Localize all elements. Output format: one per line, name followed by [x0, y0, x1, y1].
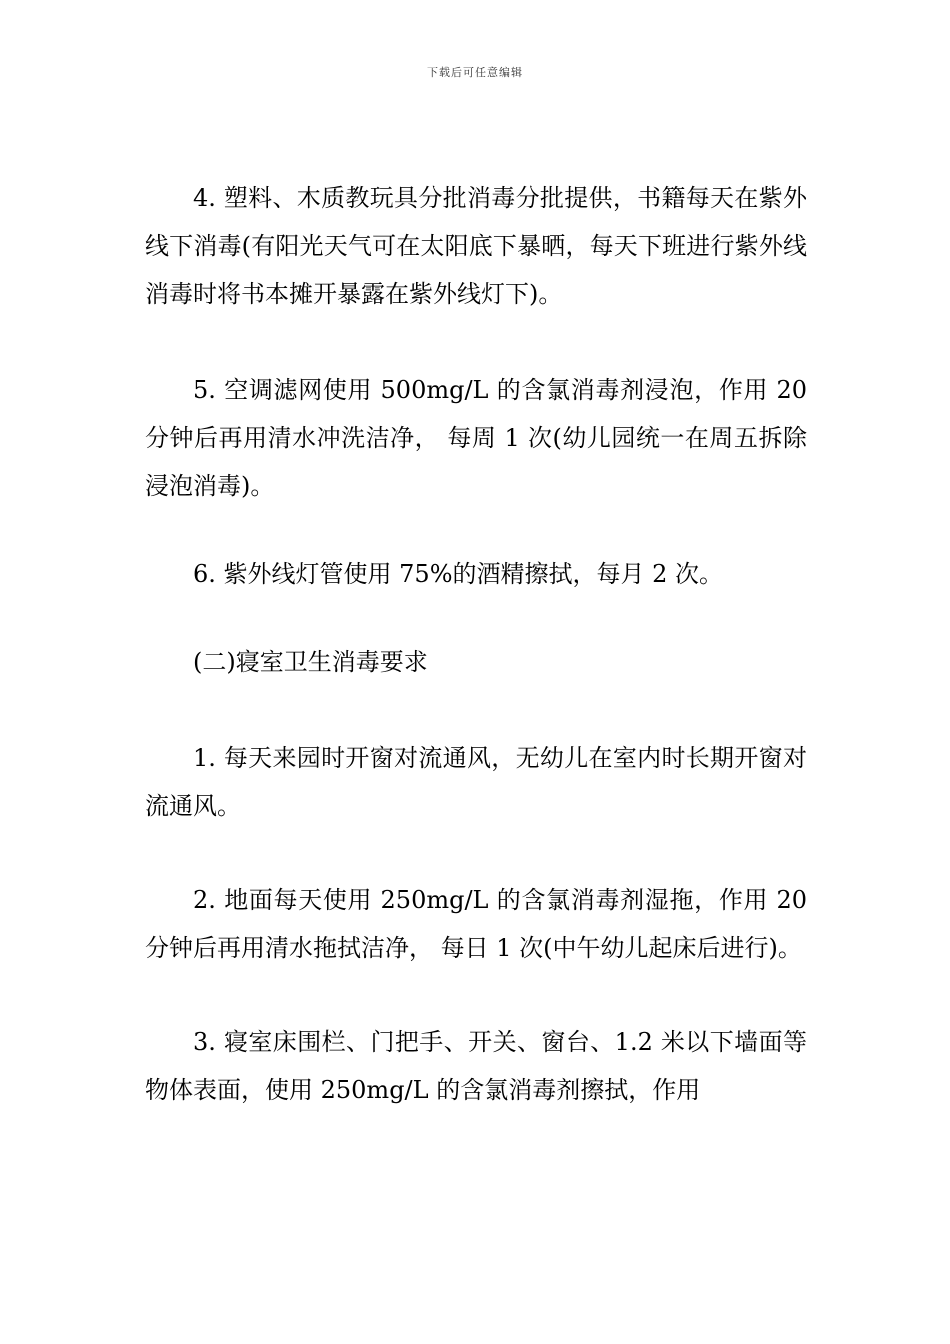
paragraph-item-2-floor: 2. 地面每天使用 250mg/L 的含氯消毒剂湿拖，作用 20 分钟后再用清水拖拭洁净， 每日 1 次(中午幼儿起床后进行)。	[145, 886, 807, 962]
page-header: 下载后可任意编辑	[427, 66, 523, 79]
paragraph-item-4-toys-books: 4. 塑料、木质教玩具分批消毒分批提供，书籍每天在紫外线下消毒(有阳光天气可在太阳底下暴晒，每天下班进行紫外线消毒时将书本摊开暴露在紫外线灯下)。	[145, 184, 807, 308]
paragraph-item-5-ac-filter: 5. 空调滤网使用 500mg/L 的含氯消毒剂浸泡，作用 20 分钟后再用清水冲洗洁净， 每周 1 次(幼儿园统一在周五拆除浸泡消毒)。	[145, 376, 807, 500]
section-heading-dormitory: (二)寝室卫生消毒要求	[193, 648, 428, 676]
paragraph-item-1-ventilation: 1. 每天来园时开窗对流通风，无幼儿在室内时长期开窗对流通风。	[145, 744, 807, 820]
paragraph-item-6-uv-lamp: 6. 紫外线灯管使用 75%的酒精擦拭，每月 2 次。	[193, 560, 724, 588]
paragraph-item-3-surfaces: 3. 寝室床围栏、门把手、开关、窗台、1.2 米以下墙面等物体表面，使用 250mg/L 的含氯消毒剂擦拭，作用	[145, 1028, 807, 1104]
document-body	[145, 174, 807, 1160]
